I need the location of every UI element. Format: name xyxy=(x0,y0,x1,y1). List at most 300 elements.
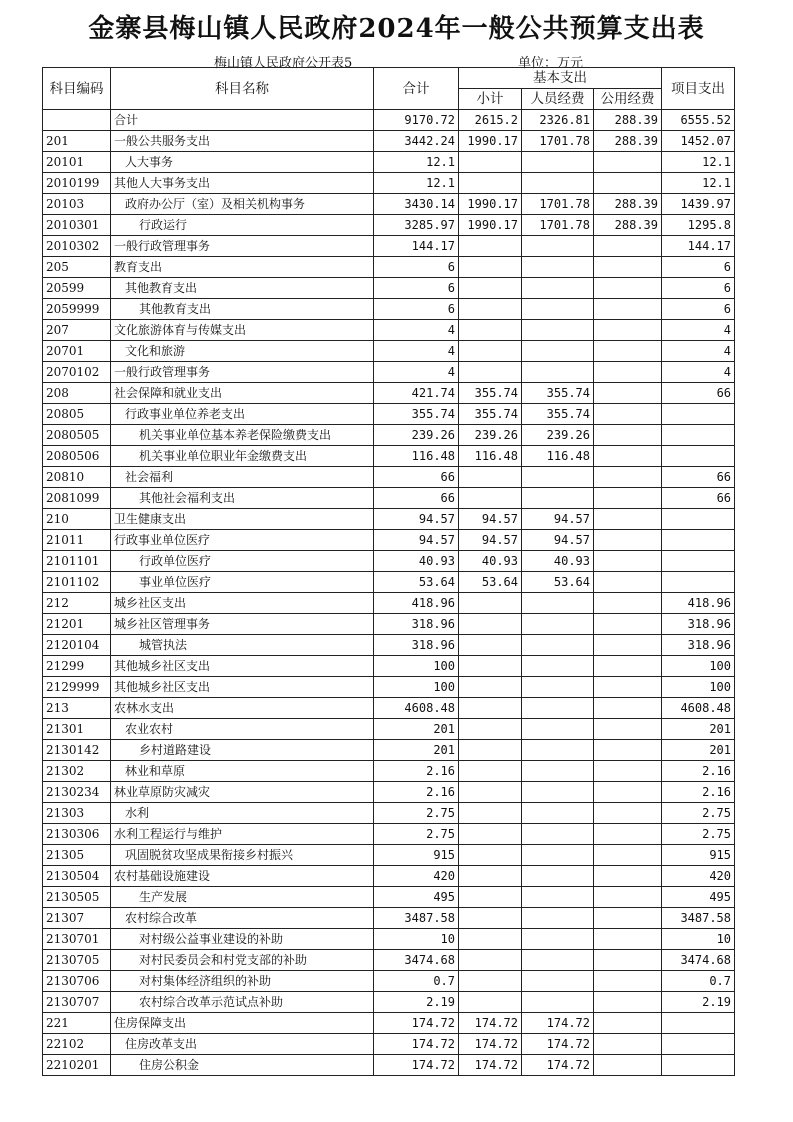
row-project-cell: 2.16 xyxy=(662,761,735,782)
row-project-cell: 2.75 xyxy=(662,803,735,824)
row-subtotal-cell: 116.48 xyxy=(459,446,522,467)
row-public-cell xyxy=(594,593,662,614)
row-personnel-cell xyxy=(522,173,594,194)
table-row xyxy=(43,698,735,719)
row-project-cell: 418.96 xyxy=(662,593,735,614)
row-public-cell xyxy=(594,530,662,551)
row-subtotal-cell: 53.64 xyxy=(459,572,522,593)
row-total-cell: 915 xyxy=(374,845,459,866)
row-total-cell: 4 xyxy=(374,341,459,362)
table-row xyxy=(43,152,735,173)
row-project-cell xyxy=(662,1034,735,1055)
row-project-cell: 201 xyxy=(662,719,735,740)
row-code-cell: 20805 xyxy=(43,404,111,425)
row-project-cell: 3474.68 xyxy=(662,950,735,971)
table-row xyxy=(43,488,735,509)
row-name-cell: 城管执法 xyxy=(111,635,374,656)
table-row xyxy=(43,467,735,488)
row-public-cell xyxy=(594,824,662,845)
row-name-cell: 住房保障支出 xyxy=(111,1013,374,1034)
row-total-cell: 0.7 xyxy=(374,971,459,992)
row-name-cell: 机关事业单位基本养老保险缴费支出 xyxy=(111,425,374,446)
row-total-cell: 3487.58 xyxy=(374,908,459,929)
table-row xyxy=(43,614,735,635)
table-row xyxy=(43,278,735,299)
row-personnel-cell xyxy=(522,362,594,383)
row-code-cell: 2059999 xyxy=(43,299,111,320)
row-total-cell: 201 xyxy=(374,740,459,761)
row-personnel-cell xyxy=(522,698,594,719)
row-name-cell: 生产发展 xyxy=(111,887,374,908)
row-total-cell: 418.96 xyxy=(374,593,459,614)
row-personnel-cell: 174.72 xyxy=(522,1055,594,1076)
row-personnel-cell xyxy=(522,719,594,740)
row-code-cell: 2129999 xyxy=(43,677,111,698)
row-public-cell xyxy=(594,614,662,635)
row-name-cell: 水利工程运行与维护 xyxy=(111,824,374,845)
row-subtotal-cell xyxy=(459,614,522,635)
row-public-cell xyxy=(594,677,662,698)
row-personnel-cell xyxy=(522,236,594,257)
row-total-cell: 3442.24 xyxy=(374,131,459,152)
table-row xyxy=(43,740,735,761)
row-subtotal-cell: 355.74 xyxy=(459,404,522,425)
row-public-cell xyxy=(594,1013,662,1034)
row-total-cell: 239.26 xyxy=(374,425,459,446)
row-personnel-cell xyxy=(522,467,594,488)
row-total-cell: 6 xyxy=(374,299,459,320)
row-personnel-cell xyxy=(522,152,594,173)
row-public-cell xyxy=(594,950,662,971)
table-row xyxy=(43,1055,735,1076)
row-project-cell: 1452.07 xyxy=(662,131,735,152)
row-total-cell: 420 xyxy=(374,866,459,887)
row-subtotal-cell xyxy=(459,866,522,887)
table-row xyxy=(43,971,735,992)
row-public-cell xyxy=(594,887,662,908)
row-public-cell xyxy=(594,404,662,425)
row-code-cell: 2130701 xyxy=(43,929,111,950)
row-personnel-cell xyxy=(522,257,594,278)
row-personnel-cell xyxy=(522,929,594,950)
row-public-cell xyxy=(594,488,662,509)
row-code-cell: 21305 xyxy=(43,845,111,866)
row-subtotal-cell: 174.72 xyxy=(459,1034,522,1055)
row-code-cell: 2101102 xyxy=(43,572,111,593)
row-code-cell: 22102 xyxy=(43,1034,111,1055)
row-public-cell xyxy=(594,446,662,467)
row-total-cell: 318.96 xyxy=(374,614,459,635)
row-subtotal-cell xyxy=(459,173,522,194)
row-name-cell: 行政事业单位养老支出 xyxy=(111,404,374,425)
table-row xyxy=(43,215,735,236)
row-code-cell: 20701 xyxy=(43,341,111,362)
row-subtotal-cell xyxy=(459,803,522,824)
row-code-cell: 212 xyxy=(43,593,111,614)
row-project-cell xyxy=(662,530,735,551)
row-public-cell xyxy=(594,572,662,593)
row-project-cell: 1295.8 xyxy=(662,215,735,236)
row-project-cell: 4 xyxy=(662,320,735,341)
row-public-cell: 288.39 xyxy=(594,194,662,215)
row-code-cell: 2130706 xyxy=(43,971,111,992)
row-project-cell xyxy=(662,1013,735,1034)
row-personnel-cell xyxy=(522,824,594,845)
row-subtotal-cell xyxy=(459,992,522,1013)
row-personnel-cell: 1701.78 xyxy=(522,215,594,236)
row-total-cell: 4 xyxy=(374,362,459,383)
row-personnel-cell xyxy=(522,866,594,887)
row-project-cell xyxy=(662,425,735,446)
row-total-cell: 94.57 xyxy=(374,530,459,551)
table-row xyxy=(43,1034,735,1055)
row-personnel-cell: 355.74 xyxy=(522,383,594,404)
row-subtotal-cell: 94.57 xyxy=(459,509,522,530)
row-subtotal-cell xyxy=(459,299,522,320)
row-total-cell: 10 xyxy=(374,929,459,950)
row-code-cell: 2101101 xyxy=(43,551,111,572)
page-title: 金寨县梅山镇人民政府2024年一般公共预算支出表 xyxy=(88,14,705,44)
row-name-cell: 卫生健康支出 xyxy=(111,509,374,530)
table-row xyxy=(43,593,735,614)
row-personnel-cell: 174.72 xyxy=(522,1013,594,1034)
table-row xyxy=(43,572,735,593)
row-name-cell: 住房公积金 xyxy=(111,1055,374,1076)
row-code-cell: 21307 xyxy=(43,908,111,929)
row-total-cell: 100 xyxy=(374,677,459,698)
row-public-cell xyxy=(594,278,662,299)
row-project-cell: 4 xyxy=(662,362,735,383)
row-total-cell: 144.17 xyxy=(374,236,459,257)
row-public-cell xyxy=(594,740,662,761)
row-project-cell: 12.1 xyxy=(662,173,735,194)
row-subtotal-cell: 174.72 xyxy=(459,1013,522,1034)
row-personnel-cell xyxy=(522,488,594,509)
row-subtotal-cell: 1990.17 xyxy=(459,131,522,152)
unit-label: 单位：万元 xyxy=(518,56,584,71)
row-project-cell: 1439.97 xyxy=(662,194,735,215)
row-subtotal-cell: 1990.17 xyxy=(459,215,522,236)
row-subtotal-cell: 2615.2 xyxy=(459,110,522,131)
row-subtotal-cell xyxy=(459,278,522,299)
table-row xyxy=(43,173,735,194)
table-row xyxy=(43,1013,735,1034)
row-public-cell xyxy=(594,152,662,173)
table-row xyxy=(43,677,735,698)
row-public-cell: 288.39 xyxy=(594,110,662,131)
table-row xyxy=(43,530,735,551)
header-project: 项目支出 xyxy=(662,68,735,110)
row-personnel-cell xyxy=(522,299,594,320)
row-code-cell: 2130234 xyxy=(43,782,111,803)
row-total-cell: 3430.14 xyxy=(374,194,459,215)
row-code-cell: 2120104 xyxy=(43,635,111,656)
row-name-cell: 一般公共服务支出 xyxy=(111,131,374,152)
row-project-cell: 495 xyxy=(662,887,735,908)
table-row xyxy=(43,320,735,341)
row-code-cell: 21201 xyxy=(43,614,111,635)
row-code-cell: 2010302 xyxy=(43,236,111,257)
row-total-cell: 6 xyxy=(374,278,459,299)
row-personnel-cell xyxy=(522,908,594,929)
row-total-cell: 318.96 xyxy=(374,635,459,656)
row-total-cell: 201 xyxy=(374,719,459,740)
row-project-cell: 66 xyxy=(662,488,735,509)
table-row xyxy=(43,782,735,803)
row-personnel-cell xyxy=(522,740,594,761)
row-total-cell: 2.16 xyxy=(374,761,459,782)
row-public-cell: 288.39 xyxy=(594,131,662,152)
row-public-cell xyxy=(594,320,662,341)
table-row xyxy=(43,257,735,278)
table-row xyxy=(43,803,735,824)
row-subtotal-cell xyxy=(459,656,522,677)
row-public-cell xyxy=(594,467,662,488)
row-name-cell: 其他人大事务支出 xyxy=(111,173,374,194)
row-personnel-cell xyxy=(522,845,594,866)
row-name-cell: 合计 xyxy=(111,110,374,131)
row-public-cell xyxy=(594,1034,662,1055)
row-public-cell xyxy=(594,803,662,824)
header-basic: 基本支出 xyxy=(459,68,662,89)
header-public: 公用经费 xyxy=(594,89,662,110)
header-total: 合计 xyxy=(374,68,459,110)
row-total-cell: 174.72 xyxy=(374,1034,459,1055)
row-project-cell: 144.17 xyxy=(662,236,735,257)
header-code: 科目编码 xyxy=(43,68,111,110)
row-subtotal-cell xyxy=(459,320,522,341)
row-code-cell: 201 xyxy=(43,131,111,152)
row-code-cell: 2010199 xyxy=(43,173,111,194)
row-code-cell: 2130504 xyxy=(43,866,111,887)
row-name-cell: 社会福利 xyxy=(111,467,374,488)
row-name-cell: 文化旅游体育与传媒支出 xyxy=(111,320,374,341)
row-code-cell: 2130505 xyxy=(43,887,111,908)
row-code-cell: 2080505 xyxy=(43,425,111,446)
row-code-cell: 2081099 xyxy=(43,488,111,509)
row-subtotal-cell xyxy=(459,971,522,992)
row-total-cell: 4 xyxy=(374,320,459,341)
row-subtotal-cell xyxy=(459,362,522,383)
row-name-cell: 住房改革支出 xyxy=(111,1034,374,1055)
row-personnel-cell xyxy=(522,971,594,992)
row-code-cell: 20810 xyxy=(43,467,111,488)
row-public-cell xyxy=(594,908,662,929)
table-row xyxy=(43,719,735,740)
row-public-cell xyxy=(594,929,662,950)
table-row xyxy=(43,383,735,404)
row-project-cell xyxy=(662,551,735,572)
row-code-cell: 20103 xyxy=(43,194,111,215)
row-project-cell: 2.75 xyxy=(662,824,735,845)
table-row xyxy=(43,131,735,152)
row-code-cell: 20101 xyxy=(43,152,111,173)
row-personnel-cell xyxy=(522,761,594,782)
row-subtotal-cell xyxy=(459,740,522,761)
row-total-cell: 94.57 xyxy=(374,509,459,530)
row-name-cell: 行政单位医疗 xyxy=(111,551,374,572)
row-project-cell: 420 xyxy=(662,866,735,887)
table-row xyxy=(43,194,735,215)
table-number-label: 梅山镇人民政府公开表5 xyxy=(214,56,353,71)
row-personnel-cell xyxy=(522,278,594,299)
table-row xyxy=(43,635,735,656)
row-name-cell: 政府办公厅（室）及相关机构事务 xyxy=(111,194,374,215)
row-name-cell: 机关事业单位职业年金缴费支出 xyxy=(111,446,374,467)
row-name-cell: 农业农村 xyxy=(111,719,374,740)
row-total-cell: 355.74 xyxy=(374,404,459,425)
row-total-cell: 116.48 xyxy=(374,446,459,467)
row-total-cell: 53.64 xyxy=(374,572,459,593)
row-public-cell xyxy=(594,299,662,320)
header-personnel: 人员经费 xyxy=(522,89,594,110)
row-project-cell xyxy=(662,446,735,467)
row-code-cell: 21302 xyxy=(43,761,111,782)
row-name-cell: 文化和旅游 xyxy=(111,341,374,362)
row-public-cell xyxy=(594,341,662,362)
table-row xyxy=(43,551,735,572)
row-total-cell: 40.93 xyxy=(374,551,459,572)
row-project-cell: 4608.48 xyxy=(662,698,735,719)
row-subtotal-cell xyxy=(459,236,522,257)
table-row xyxy=(43,824,735,845)
header-subtotal: 小计 xyxy=(459,89,522,110)
row-project-cell: 10 xyxy=(662,929,735,950)
row-public-cell xyxy=(594,509,662,530)
row-project-cell xyxy=(662,404,735,425)
row-code-cell: 2010301 xyxy=(43,215,111,236)
table-row xyxy=(43,950,735,971)
row-name-cell: 林业和草原 xyxy=(111,761,374,782)
row-code-cell: 208 xyxy=(43,383,111,404)
table-row xyxy=(43,404,735,425)
row-total-cell: 2.75 xyxy=(374,803,459,824)
row-subtotal-cell: 355.74 xyxy=(459,383,522,404)
table-row xyxy=(43,362,735,383)
row-project-cell: 12.1 xyxy=(662,152,735,173)
row-public-cell xyxy=(594,362,662,383)
row-code-cell: 205 xyxy=(43,257,111,278)
row-subtotal-cell xyxy=(459,467,522,488)
row-personnel-cell xyxy=(522,677,594,698)
row-public-cell xyxy=(594,551,662,572)
row-total-cell: 421.74 xyxy=(374,383,459,404)
table-row xyxy=(43,866,735,887)
row-name-cell: 农林水支出 xyxy=(111,698,374,719)
row-code-cell: 21299 xyxy=(43,656,111,677)
row-subtotal-cell: 1990.17 xyxy=(459,194,522,215)
table-row xyxy=(43,761,735,782)
row-subtotal-cell: 40.93 xyxy=(459,551,522,572)
table-row xyxy=(43,110,735,131)
row-code-cell: 213 xyxy=(43,698,111,719)
row-personnel-cell: 355.74 xyxy=(522,404,594,425)
table-row xyxy=(43,299,735,320)
row-subtotal-cell xyxy=(459,782,522,803)
row-subtotal-cell: 174.72 xyxy=(459,1055,522,1076)
row-code-cell: 2210201 xyxy=(43,1055,111,1076)
row-code-cell: 2080506 xyxy=(43,446,111,467)
row-name-cell: 行政运行 xyxy=(111,215,374,236)
row-subtotal-cell xyxy=(459,761,522,782)
row-total-cell: 495 xyxy=(374,887,459,908)
row-name-cell: 农村基础设施建设 xyxy=(111,866,374,887)
row-public-cell xyxy=(594,866,662,887)
row-personnel-cell: 1701.78 xyxy=(522,194,594,215)
row-personnel-cell: 116.48 xyxy=(522,446,594,467)
row-name-cell: 教育支出 xyxy=(111,257,374,278)
row-personnel-cell xyxy=(522,614,594,635)
row-public-cell xyxy=(594,845,662,866)
row-project-cell: 3487.58 xyxy=(662,908,735,929)
row-public-cell xyxy=(594,1055,662,1076)
table-row xyxy=(43,425,735,446)
row-subtotal-cell xyxy=(459,593,522,614)
row-code-cell xyxy=(43,110,111,131)
row-code-cell: 21301 xyxy=(43,719,111,740)
table-row xyxy=(43,929,735,950)
row-subtotal-cell xyxy=(459,677,522,698)
row-total-cell: 2.19 xyxy=(374,992,459,1013)
row-project-cell: 2.16 xyxy=(662,782,735,803)
row-subtotal-cell xyxy=(459,635,522,656)
row-code-cell: 210 xyxy=(43,509,111,530)
row-total-cell: 4608.48 xyxy=(374,698,459,719)
row-project-cell: 100 xyxy=(662,656,735,677)
row-total-cell: 3285.97 xyxy=(374,215,459,236)
row-name-cell: 一般行政管理事务 xyxy=(111,236,374,257)
row-code-cell: 221 xyxy=(43,1013,111,1034)
row-subtotal-cell xyxy=(459,929,522,950)
row-subtotal-cell: 239.26 xyxy=(459,425,522,446)
row-subtotal-cell xyxy=(459,908,522,929)
row-project-cell xyxy=(662,509,735,530)
row-code-cell: 2130705 xyxy=(43,950,111,971)
row-subtotal-cell xyxy=(459,824,522,845)
table-row xyxy=(43,887,735,908)
row-subtotal-cell: 94.57 xyxy=(459,530,522,551)
table-body xyxy=(43,110,735,1076)
row-name-cell: 对村集体经济组织的补助 xyxy=(111,971,374,992)
row-personnel-cell: 239.26 xyxy=(522,425,594,446)
row-public-cell xyxy=(594,236,662,257)
row-project-cell xyxy=(662,1055,735,1076)
row-name-cell: 人大事务 xyxy=(111,152,374,173)
row-code-cell: 207 xyxy=(43,320,111,341)
row-total-cell: 6 xyxy=(374,257,459,278)
row-project-cell: 66 xyxy=(662,383,735,404)
table-row xyxy=(43,341,735,362)
row-name-cell: 巩固脱贫攻坚成果衔接乡村振兴 xyxy=(111,845,374,866)
table-row xyxy=(43,509,735,530)
row-project-cell: 915 xyxy=(662,845,735,866)
row-personnel-cell: 94.57 xyxy=(522,530,594,551)
row-total-cell: 66 xyxy=(374,488,459,509)
row-personnel-cell xyxy=(522,341,594,362)
row-name-cell: 农村综合改革示范试点补助 xyxy=(111,992,374,1013)
row-total-cell: 12.1 xyxy=(374,152,459,173)
row-personnel-cell: 2326.81 xyxy=(522,110,594,131)
row-name-cell: 其他教育支出 xyxy=(111,299,374,320)
row-personnel-cell: 40.93 xyxy=(522,551,594,572)
row-subtotal-cell xyxy=(459,887,522,908)
row-code-cell: 2130707 xyxy=(43,992,111,1013)
row-total-cell: 12.1 xyxy=(374,173,459,194)
row-project-cell: 6 xyxy=(662,299,735,320)
header-name: 科目名称 xyxy=(111,68,374,110)
row-personnel-cell xyxy=(522,656,594,677)
row-personnel-cell: 94.57 xyxy=(522,509,594,530)
